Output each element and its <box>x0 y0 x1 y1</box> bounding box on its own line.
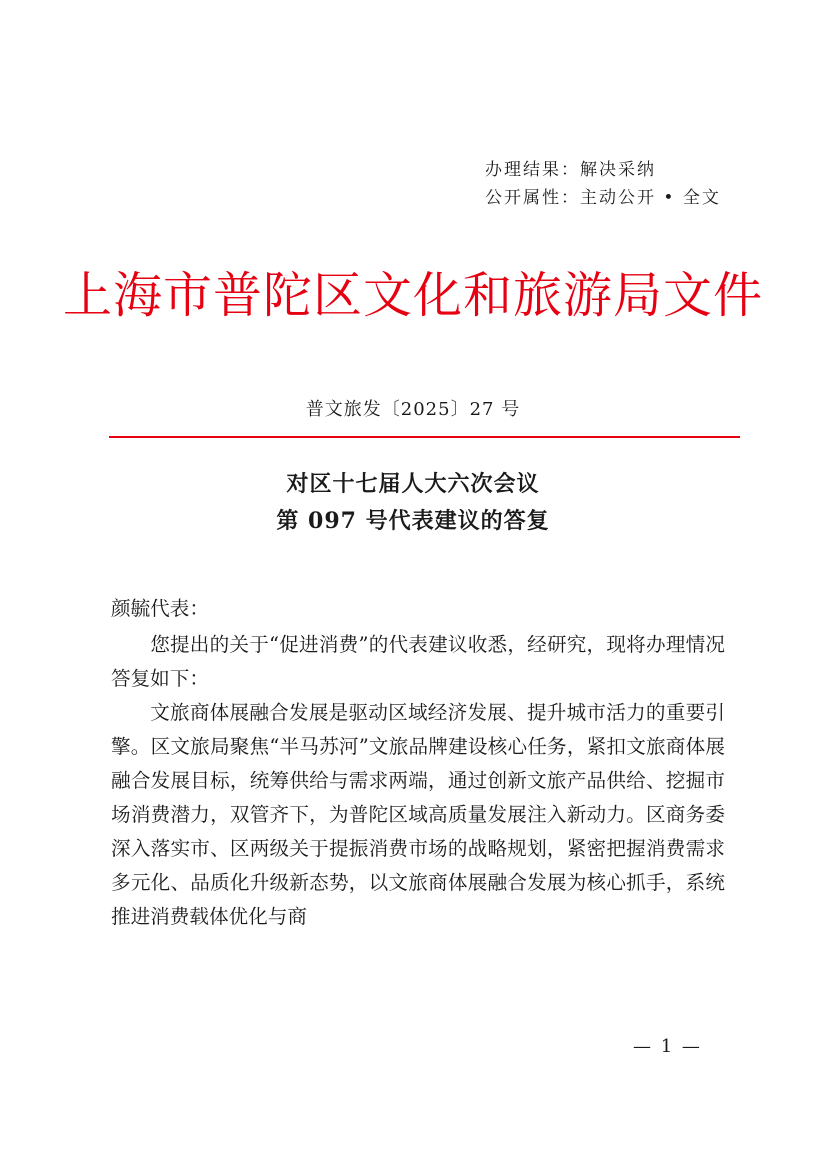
title-line-2: 第 097 号代表建议的答复 <box>276 508 550 534</box>
page-number: — 1 — <box>633 1036 702 1057</box>
salutation: 颜毓代表： <box>111 597 209 620</box>
title-line-1: 对区十七届人大六次会议 <box>286 471 540 497</box>
document-body <box>111 592 725 934</box>
handling-result: 办理结果：解决采纳 <box>485 160 656 180</box>
red-divider-line <box>109 436 740 438</box>
body-paragraph-2: 文旅商体展融合发展是驱动区域经济发展、提升城市活力的重要引擎。区文旅局聚焦“半马苏河”文旅品牌建设核心任务，紧扣文旅商体展融合发展目标，统筹供给与需求两端，通过创新文旅产品供给、挖掘市场消费潜力，双管齐下，为普陀区域高质量发展注入新动力。区商务委深入落实市、区两级关于提振消费市场的战略规划，紧密把握消费需求多元化、品质化升级新态势，以文旅商体展融合发展为核心抓手，系统推进消费载体优化与商 <box>111 701 725 928</box>
document-meta <box>485 156 721 212</box>
document-title <box>0 466 826 540</box>
document-number: 普文旅发〔2025〕27 号 <box>305 399 521 420</box>
disclosure-attribute: 公开属性：主动公开 • 全文 <box>485 188 721 208</box>
issuer-header: 上海市普陀区文化和旅游局文件 <box>62 267 763 324</box>
body-paragraph-1: 您提出的关于“促进消费”的代表建议收悉，经研究，现将办理情况答复如下： <box>111 633 725 690</box>
